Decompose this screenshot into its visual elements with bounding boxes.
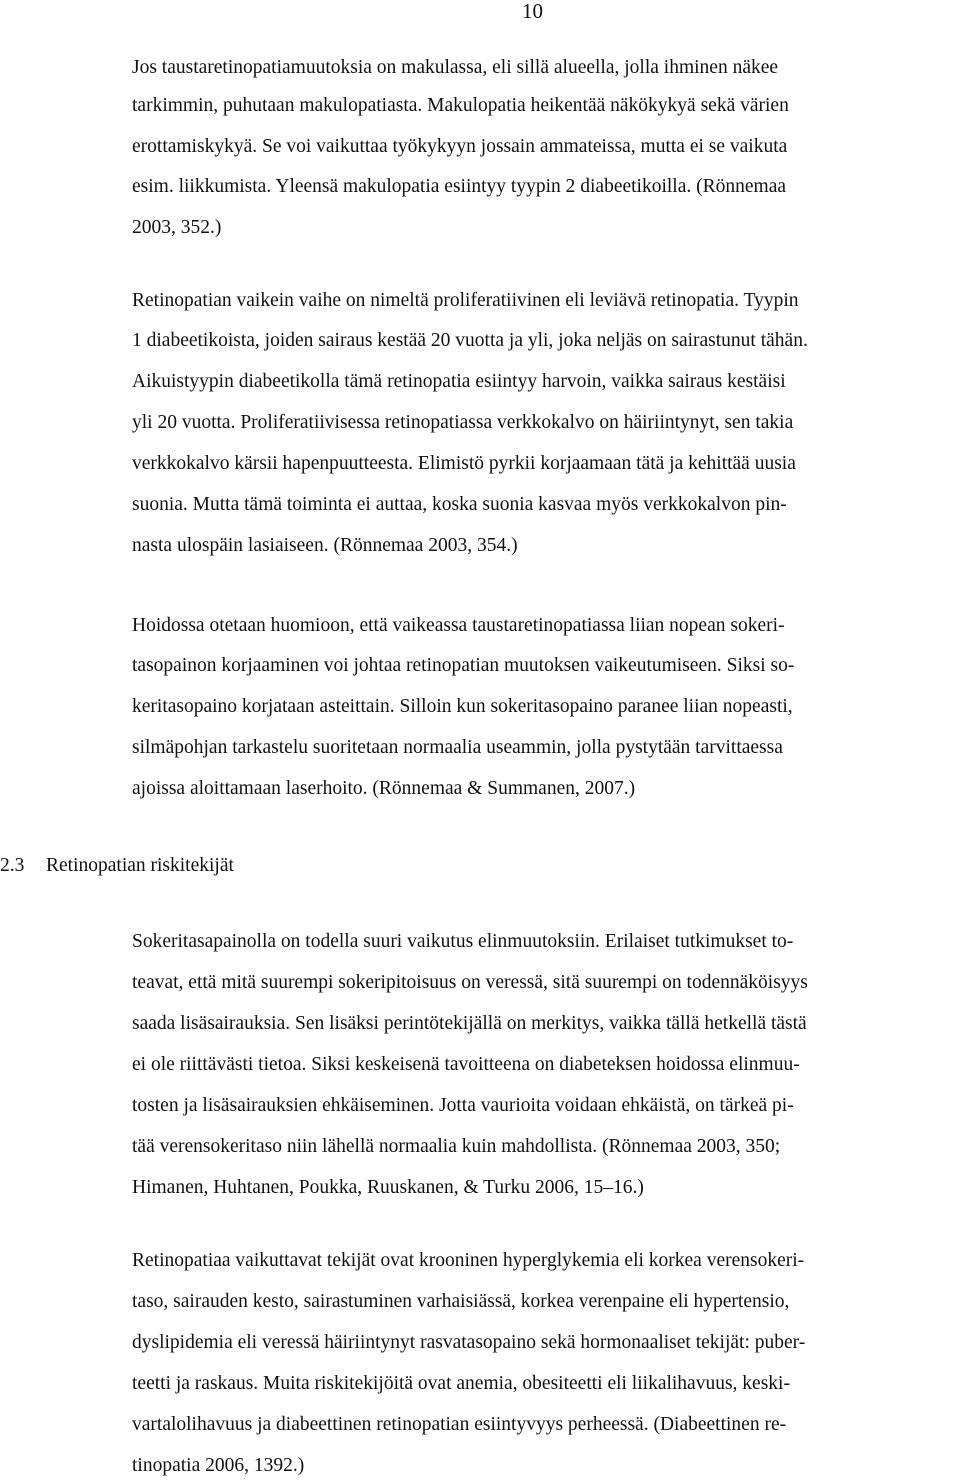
text-line: Retinopatiaa vaikuttavat tekijät ovat krooninen hyperglykemia eli korkea verensokeri- — [132, 1250, 805, 1271]
section-heading — [0, 853, 234, 879]
text-line: Aikuistyypin diabeetikolla tämä retinopatia esiintyy harvoin, vaikka sairaus kestäisi — [132, 371, 786, 392]
text-line: tosten ja lisäsairauksien ehkäiseminen. Jotta vaurioita voidaan ehkäistä, on tärkeä pi- — [132, 1095, 794, 1116]
text-line: tinopatia 2006, 1392.) — [132, 1455, 305, 1476]
section-number: 2.3 — [0, 855, 25, 876]
text-line: suonia. Mutta tämä toiminta ei auttaa, koska suonia kasvaa myös verkkokalvon pin- — [132, 494, 787, 515]
text-line: 1 diabeetikoista, joiden sairaus kestää 20 vuotta ja yli, joka neljäs on sairastunut tähän. — [132, 330, 808, 351]
page-number: 10 — [522, 0, 543, 23]
text-line: 2003, 352.) — [132, 217, 222, 238]
text-line: erottamiskykyä. Se voi vaikuttaa työkykyyn jossain ammateissa, mutta ei se vaikuta — [132, 136, 788, 157]
text-line: silmäpohjan tarkastelu suoritetaan normaalia useammin, jolla pystytään tarvittaessa — [132, 737, 783, 758]
text-line: Hoidossa otetaan huomioon, että vaikeassa taustaretinopatiassa liian nopean sokeri- — [132, 615, 785, 636]
text-line: esim. liikkumista. Yleensä makulopatia esiintyy tyypin 2 diabeetikoilla. (Rönnemaa — [132, 176, 787, 197]
text-line: tasopainon korjaaminen voi johtaa retinopatian muutoksen vaikeutumiseen. Siksi so- — [132, 655, 795, 676]
text-line: dyslipidemia eli veressä häiriintynyt rasvatasopaino sekä hormonaaliset tekijät: puber- — [132, 1332, 806, 1353]
text-line: Jos taustaretinopatiamuutoksia on makulassa, eli sillä alueella, jolla ihminen näkee — [132, 57, 779, 78]
section-title: Retinopatian riskitekijät — [46, 855, 234, 876]
text-line: teavat, että mitä suurempi sokeripitoisuus on veressä, sitä suurempi on todennäköisyys — [132, 972, 808, 993]
text-line: tää verensokeritaso niin lähellä normaalia kuin mahdollista. (Rönnemaa 2003, 350; — [132, 1136, 781, 1157]
text-line: Retinopatian vaikein vaihe on nimeltä proliferatiivinen eli leviävä retinopatia. Tyypin — [132, 290, 799, 311]
text-line: keritasopaino korjataan asteittain. Silloin kun sokeritasopaino paranee liian nopeasti, — [132, 696, 793, 717]
text-line: nasta ulospäin lasiaiseen. (Rönnemaa 2003, 354.) — [132, 535, 518, 556]
text-line: yli 20 vuotta. Proliferatiivisessa retinopatiassa verkkokalvo on häiriintynyt, sen takia — [132, 412, 794, 433]
text-line: tarkimmin, puhutaan makulopatiasta. Makulopatia heikentää näkökykyä sekä värien — [132, 95, 789, 116]
text-line: vartalolihavuus ja diabeettinen retinopatian esiintyvyys perheessä. (Diabeettinen re- — [132, 1414, 787, 1435]
text-line: saada lisäsairauksia. Sen lisäksi perintötekijällä on merkitys, vaikka tällä hetkellä tästä — [132, 1013, 807, 1034]
text-line: verkkokalvo kärsii hapenpuutteesta. Elimistö pyrkii korjaamaan tätä ja kehittää uusia — [132, 453, 796, 474]
text-line: ajoissa aloittamaan laserhoito. (Rönnemaa & Summanen, 2007.) — [132, 778, 636, 799]
text-line: Himanen, Huhtanen, Poukka, Ruuskanen, & Turku 2006, 15–16.) — [132, 1177, 644, 1198]
text-line: Sokeritasapainolla on todella suuri vaikutus elinmuutoksiin. Erilaiset tutkimukset to- — [132, 931, 794, 952]
text-line: ei ole riittävästi tietoa. Siksi keskeisenä tavoitteena on diabeteksen hoidossa elinmuu- — [132, 1054, 800, 1075]
text-line: teetti ja raskaus. Muita riskitekijöitä ovat anemia, obesiteetti eli liikalihavuus, keski- — [132, 1373, 790, 1394]
text-line: taso, sairauden kesto, sairastuminen varhaisiässä, korkea verenpaine eli hypertensio, — [132, 1291, 790, 1312]
